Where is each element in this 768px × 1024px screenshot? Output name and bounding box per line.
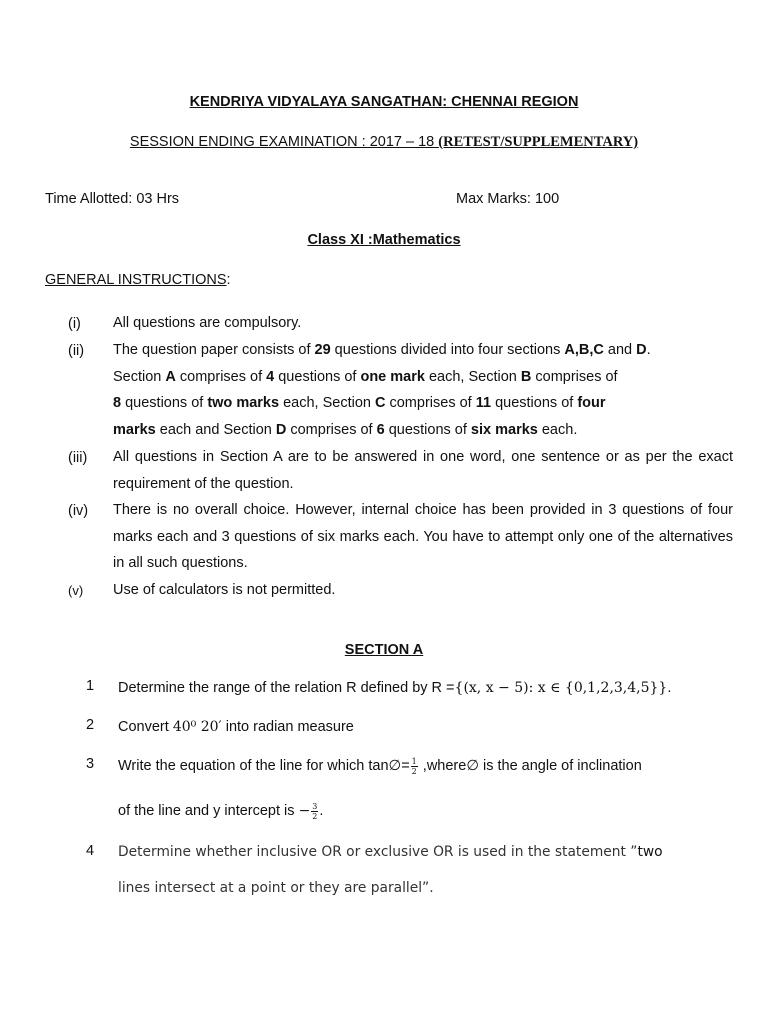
instruction-text-1: All questions are compulsory. — [113, 315, 302, 331]
question-2-number: 2 — [86, 717, 95, 733]
instruction-num-4: (iv) — [68, 503, 89, 519]
instruction-text-5: Use of calculators is not permitted. — [113, 582, 336, 598]
instruction-2-line-3: 8 questions of two marks each, Section C comprises of 11 questions of four — [113, 395, 606, 412]
section-a-heading: SECTION A — [344, 642, 424, 658]
instructions-heading-colon: : — [226, 272, 231, 288]
question-4-line-2: lines intersect at a point or they are parallel”. — [118, 880, 434, 896]
time-allotted: Time Allotted: 03 Hrs — [45, 191, 180, 207]
instruction-num-2: (ii) — [68, 343, 85, 359]
question-2-text: Convert 40⁰ 20′ into radian measure — [118, 719, 354, 735]
instruction-2-line-2: Section A comprises of 4 questions of one mark each, Section B comprises of — [113, 368, 618, 385]
fraction-one-half: $\frac{1}{2}$ — [411, 756, 417, 776]
instruction-text-4: There is no overall choice. However, internal choice has been provided in 3 questions of four marks each and 3 questions of six marks each. You have to attempt only one of the alternatives in all such questions. — [113, 502, 733, 572]
question-4-number: 4 — [86, 843, 95, 859]
question-1-math: {(x, x − 5): x ∈ {0,1,2,3,4,5}} — [454, 680, 668, 696]
fraction-three-halves: $\frac{3}{2}$ — [312, 801, 318, 821]
exam-title-prefix: SESSION ENDING EXAMINATION : 2017 – 18 — [129, 134, 439, 150]
question-3-line-2: of the line and y intercept is − $\frac{3}{2}$ . — [118, 801, 324, 821]
exam-title — [0, 134, 768, 151]
question-1-text: Determine the range of the relation R defined by R ={(x, x − 5): x ∈ {0,1,2,3,4,5}}. — [118, 680, 672, 696]
question-3-line-1: Write the equation of the line for which tan∅= $\frac{1}{2}$ ,where∅ is the angle of inclination — [118, 756, 642, 776]
instructions-heading-text: GENERAL INSTRUCTIONS — [45, 272, 227, 288]
instructions-heading — [45, 272, 231, 288]
class-subject: Class XI :Mathematics — [307, 232, 461, 248]
question-3-number: 3 — [86, 756, 95, 772]
instruction-2-line-1: The question paper consists of 29 questions divided into four sections A,B,C and D. — [113, 342, 651, 358]
question-4-line-1: Determine whether inclusive OR or exclusive OR is used in the statement ”two — [118, 844, 663, 860]
instruction-text-3: All questions in Section A are to be answered in one word, one sentence or as per the exact requirement of the question. — [113, 449, 733, 492]
instruction-text-2 — [113, 337, 733, 444]
question-2-math: 40⁰ 20′ — [172, 719, 222, 735]
instruction-2-line-4: marks each and Section D comprises of 6 questions of six marks each. — [113, 422, 578, 439]
instruction-num-5: (v) — [68, 583, 84, 598]
exam-title-suffix: (RETEST/SUPPLEMENTARY) — [438, 134, 639, 150]
question-1-number: 1 — [86, 678, 95, 694]
school-title: KENDRIYA VIDYALAYA SANGATHAN: CHENNAI REGION — [189, 94, 579, 110]
instruction-num-1: (i) — [68, 316, 81, 332]
instruction-num-3: (iii) — [68, 450, 88, 466]
max-marks: Max Marks: 100 — [456, 191, 560, 207]
